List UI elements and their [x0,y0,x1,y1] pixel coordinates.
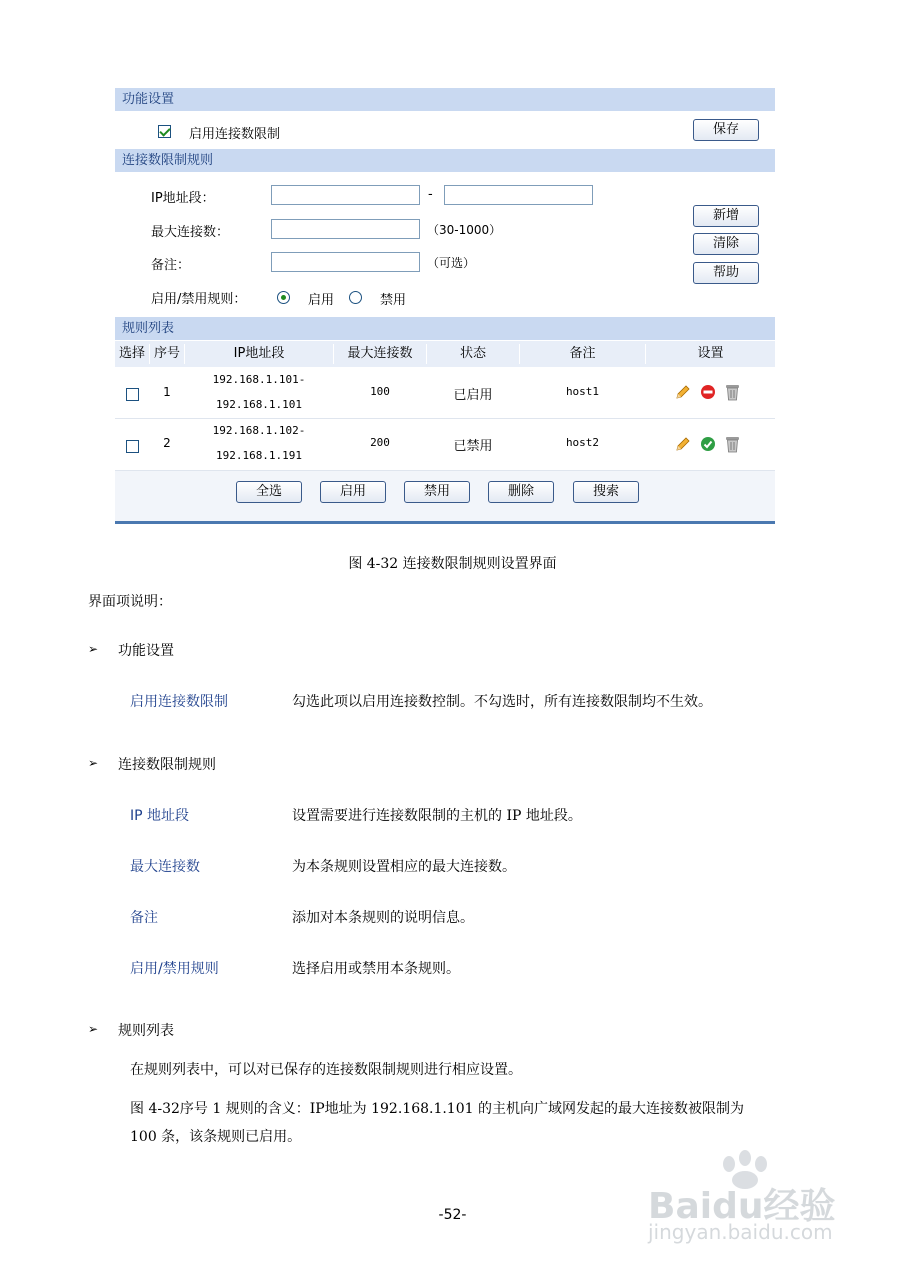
trash-icon[interactable] [724,435,741,453]
col-ip-range: IP地址段 [233,346,285,361]
max-connections-label: 最大连接数： [151,225,230,240]
page-number: -52- [438,1207,467,1223]
row-status: 已禁用 [453,439,493,454]
item-term: 备注 [130,910,158,926]
ip-range-label: IP地址段： [151,191,215,206]
item-desc: 勾选此项以启用连接数控制。不勾选时，所有连接数限制均不生效。 [292,694,712,710]
bullet-arrow-icon: ➢ [88,1022,99,1036]
list-paragraph-2-line-1: 图 4-32序号 1 规则的含义：IP地址为 192.168.1.101 的主机向广域网发起的最大连接数被限制为 [130,1101,744,1117]
row-note: host2 [565,436,600,449]
section-title: 规则列表 [118,1023,174,1039]
ip-start-input[interactable] [271,185,420,205]
note-hint: （可选） [427,256,476,270]
list-paragraph-1: 在规则列表中，可以对已保存的连接数限制规则进行相应设置。 [130,1062,522,1078]
max-connections-hint: （30-1000） [427,223,502,237]
enable-limit-label: 启用连接数限制 [189,127,281,142]
row-ip-end: 192.168.1.191 [215,449,303,462]
row-ip-start: 192.168.1.101- [212,373,306,386]
enable-radio[interactable] [277,291,290,304]
enable-selected-button[interactable]: 启用 [320,481,386,503]
table-row [115,367,775,419]
figure-caption: 图 4-32 连接数限制规则设置界面 [348,556,557,572]
add-button[interactable]: 新增 [693,205,759,227]
col-note: 备注 [569,346,596,361]
trash-icon[interactable] [724,383,741,401]
disable-radio[interactable] [349,291,362,304]
watermark-text: Baidu经验 [648,1186,836,1227]
bullet-arrow-icon: ➢ [88,756,99,770]
delete-selected-button[interactable]: 删除 [488,481,554,503]
row-max-connections: 100 [370,385,390,398]
rule-toggle-label: 启用/禁用规则： [151,292,247,307]
note-label: 备注： [151,258,191,273]
disable-rule-icon[interactable] [700,384,716,400]
row-select-checkbox[interactable] [126,388,139,401]
enable-limit-checkbox[interactable] [158,125,171,138]
ip-end-input[interactable] [444,185,593,205]
enable-rule-icon[interactable] [700,436,716,452]
connection-limit-panel [115,88,775,525]
clear-button[interactable]: 清除 [693,233,759,255]
row-status: 已启用 [453,388,493,403]
edit-pencil-icon[interactable] [675,384,691,400]
enable-radio-label: 启用 [308,293,335,308]
help-button[interactable]: 帮助 [693,262,759,284]
ip-dash: - [428,187,433,202]
item-desc: 添加对本条规则的说明信息。 [292,910,474,926]
row-select-checkbox[interactable] [126,440,139,453]
item-desc: 设置需要进行连接数限制的主机的 IP 地址段。 [292,808,582,824]
bullet-arrow-icon: ➢ [88,642,99,656]
list-paragraph-2-line-2: 100 条，该条规则已启用。 [130,1129,302,1145]
item-desc: 选择启用或禁用本条规则。 [292,961,460,977]
rule-settings-header: 连接数限制规则 [115,149,775,172]
disable-radio-label: 禁用 [380,293,407,308]
col-status: 状态 [459,346,486,361]
baidu-watermark [640,1150,870,1250]
col-settings: 设置 [697,346,724,361]
watermark-url: jingyan.baidu.com [648,1220,833,1244]
select-all-button[interactable]: 全选 [236,481,302,503]
item-term: 启用/禁用规则 [130,961,219,977]
intro-text: 界面项说明： [88,594,172,610]
col-index: 序号 [153,346,180,361]
table-row [115,419,775,471]
section-title: 功能设置 [118,643,174,659]
row-index: 2 [163,436,171,450]
search-button[interactable]: 搜索 [573,481,639,503]
save-button[interactable]: 保存 [693,119,759,141]
col-max-connections: 最大连接数 [347,346,413,361]
rule-list-header: 规则列表 [115,317,775,340]
rule-table-header [115,341,775,367]
section-title: 连接数限制规则 [118,757,216,773]
edit-pencil-icon[interactable] [675,436,691,452]
max-connections-input[interactable] [271,219,420,239]
item-term: 最大连接数 [130,859,200,875]
col-select: 选择 [118,346,145,361]
function-settings-header: 功能设置 [115,88,775,111]
disable-selected-button[interactable]: 禁用 [404,481,470,503]
row-note: host1 [565,385,600,398]
row-index: 1 [163,385,171,399]
item-term: 启用连接数限制 [130,694,228,710]
item-term: IP 地址段 [130,808,190,824]
item-desc: 为本条规则设置相应的最大连接数。 [292,859,516,875]
note-input[interactable] [271,252,420,272]
panel-bottom-line [115,521,775,524]
row-ip-end: 192.168.1.101 [215,398,303,411]
row-max-connections: 200 [370,436,390,449]
row-ip-start: 192.168.1.102- [212,424,306,437]
